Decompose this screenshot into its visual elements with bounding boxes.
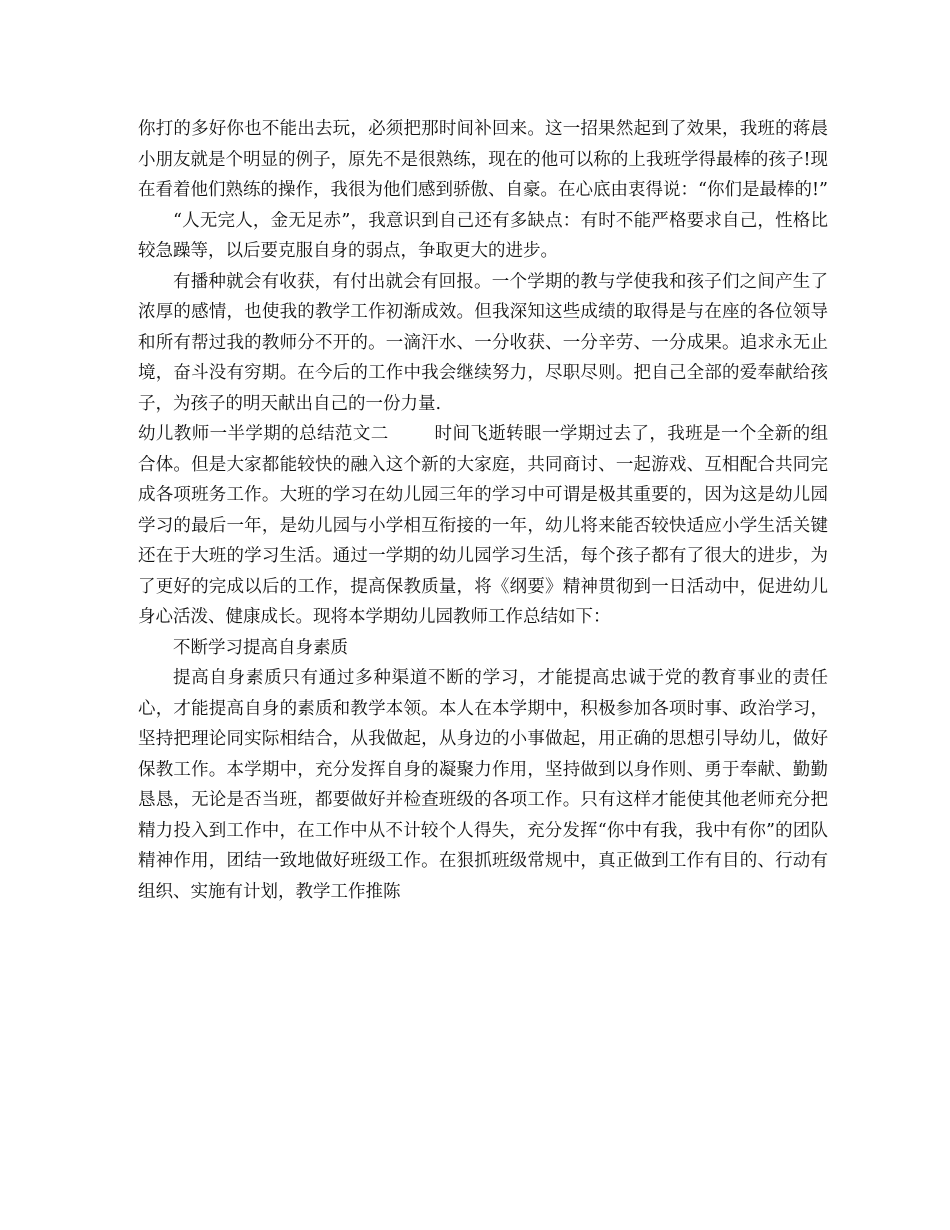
- paragraph-6: 提高自身素质只有通过多种渠道不断的学习，才能提高忠诚于党的教育事业的责任心，才能提高自身的素质和教学本领。本人在本学期中，积极参加各项时事、政治学习，坚持把理论同实际相结合，从我做起，从身边的小事做起，用正确的思想引导幼儿，做好保教工作。本学期中，充分发挥自身的凝聚力作用，坚持做到以身作则、勇于奉献、勤勤恳恳，无论是否当班，都要做好并检查班级的各项工作。只有这样才能使其他老师充分把精力投入到工作中，在工作中从不计较个人得失，充分发挥“你中有我，我中有你”的团队精神作用，团结一致地做好班级工作。在狠抓班级常规中，真正做到工作有目的、行动有组织、实施有计划，教学工作推陈: [138, 668, 828, 902]
- paragraph-2: “人无完人，金无足赤”，我意识到自己还有多缺点：有时不能严格要求自己，性格比较急躁等，以后要克服自身的弱点，争取更大的进步。: [138, 210, 828, 261]
- paragraph-1: 你打的多好你也不能出去玩，必须把那时间补回来。这一招果然起到了效果，我班的蒋晨小朋友就是个明显的例子，原先不是很熟练，现在的他可以称的上我班学得最棒的孩子!现在看着他们熟练的操作，我很为他们感到骄傲、自豪。在心底由衷得说：“你们是最棒的!”: [138, 119, 828, 200]
- document-page: [138, 114, 828, 907]
- paragraph-3: 有播种就会有收获，有付出就会有回报。一个学期的教与学使我和孩子们之间产生了浓厚的感情，也使我的教学工作初渐成效。但我深知这些成绩的取得是与在座的各位领导和所有帮过我的教师分不开的。一滴汗水、一分收获、一分辛劳、一分成果。追求永无止境，奋斗没有穷期。在今后的工作中我会继续努力，尽职尽则。把自己全部的爱奉献给孩子，为孩子的明天献出自己的一份力量.: [138, 271, 828, 414]
- paragraph-4: [138, 419, 828, 633]
- section-title: 幼儿教师一半学期的总结范文二: [138, 424, 389, 444]
- paragraph-4-body: 时间飞逝转眼一学期过去了，我班是一个全新的组合体。但是大家都能较快的融入这个新的大家庭，共同商讨、一起游戏、互相配合共同完成各项班务工作。大班的学习在幼儿园三年的学习中可谓是极其重要的，因为这是幼儿园学习的最后一年，是幼儿园与小学相互衔接的一年，幼儿将来能否较快适应小学生活关键还在于大班的学习生活。通过一学期的幼儿园学习生活，每个孩子都有了很大的进步，为了更好的完成以后的工作，提高保教质量，将《纲要》精神贯彻到一日活动中，促进幼儿身心活泼、健康成长。现将本学期幼儿园教师工作总结如下：: [138, 424, 829, 627]
- subheading: 不断学习提高自身素质: [173, 637, 348, 658]
